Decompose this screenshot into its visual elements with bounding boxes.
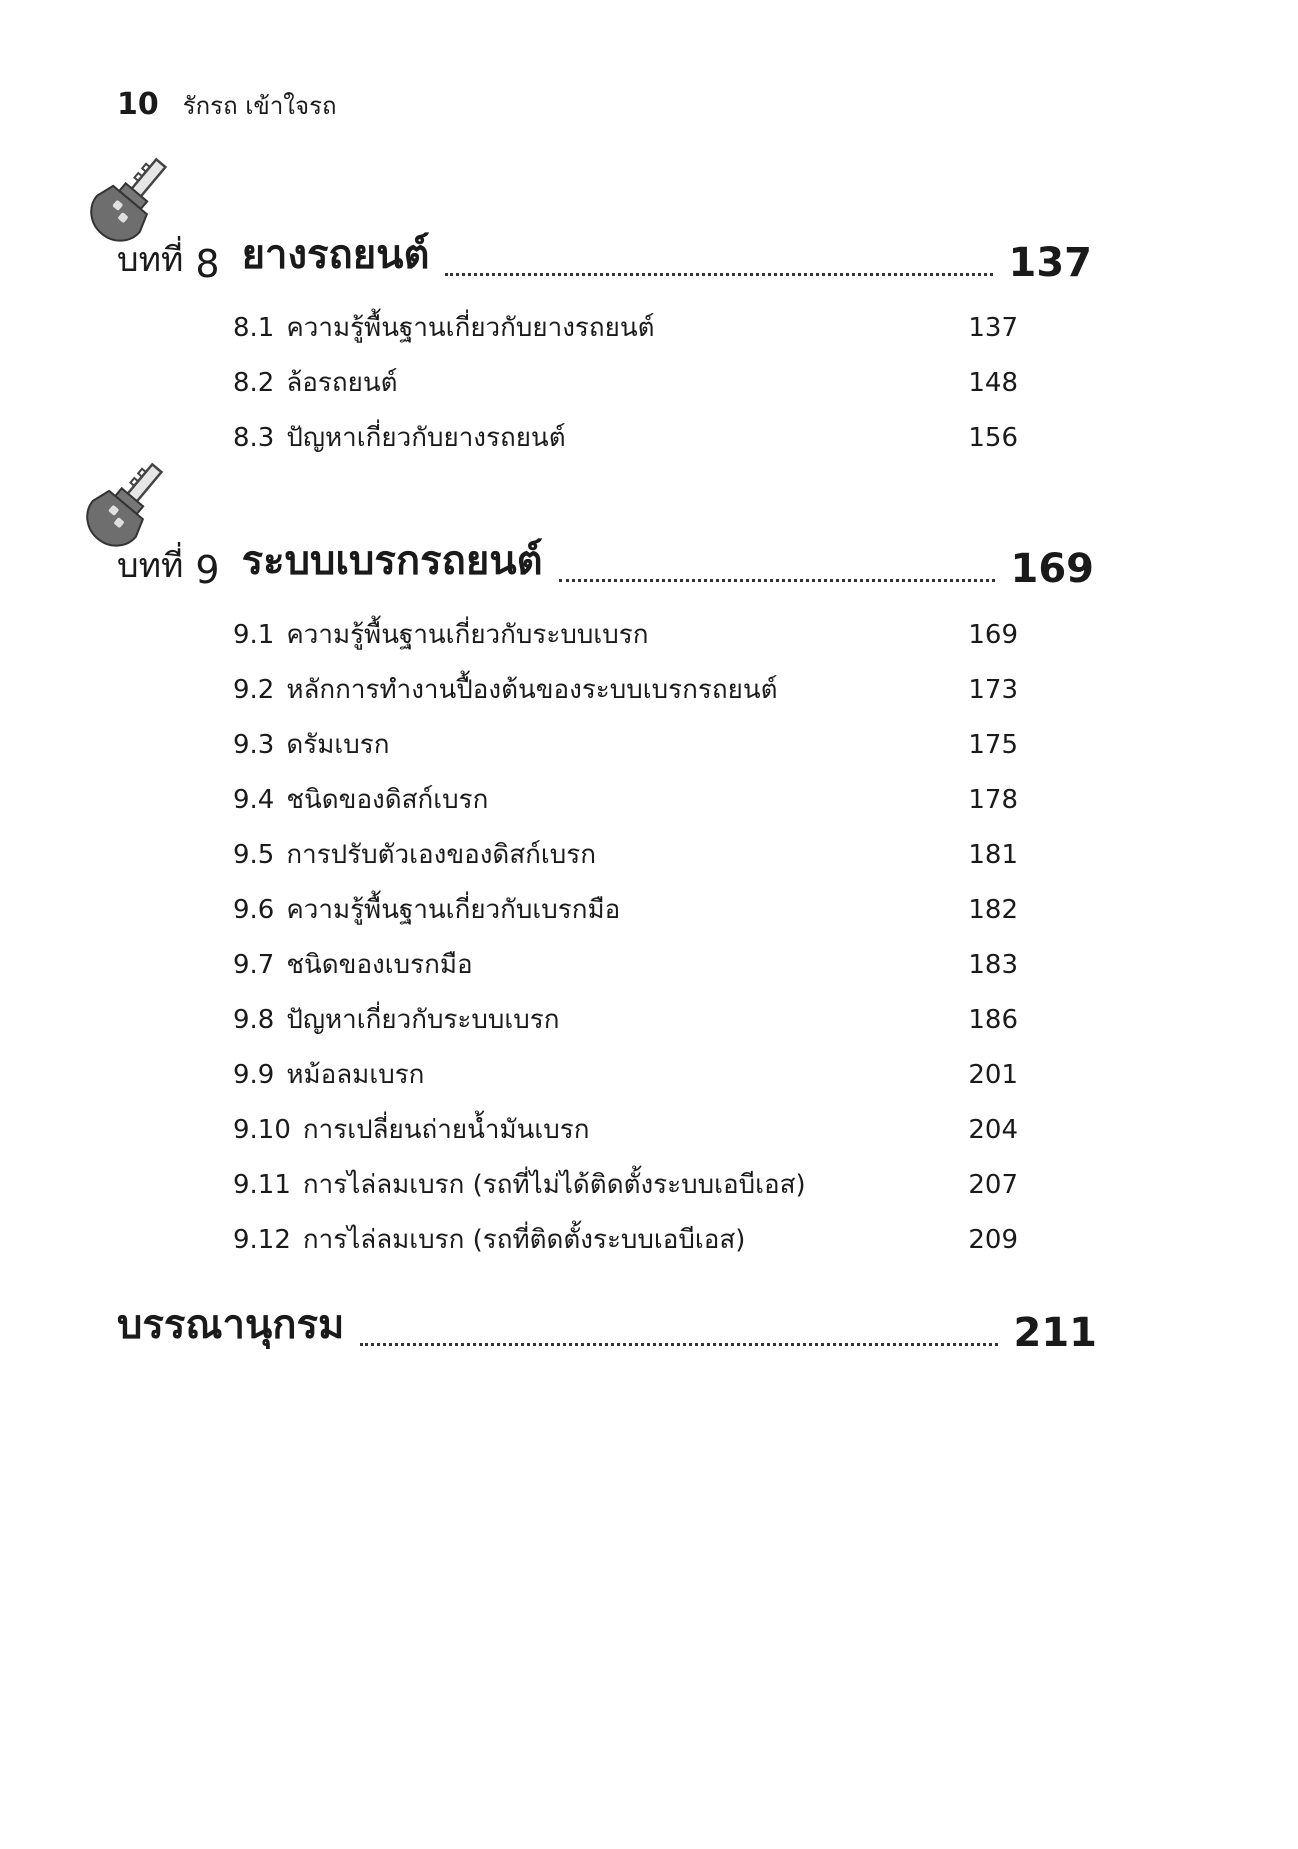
- section-title: ดรัมเบรก: [286, 730, 390, 760]
- toc-entry[interactable]: [233, 882, 1018, 937]
- section-number: 9.8: [233, 1004, 275, 1035]
- section-page: 182: [968, 894, 1018, 925]
- toc-entry[interactable]: [233, 1212, 1018, 1267]
- section-title: ชนิดของเบรกมือ: [286, 950, 473, 980]
- section-page: 201: [968, 1059, 1018, 1090]
- section-title: ความรู้พื้นฐานเกี่ยวกับยางรถยนต์: [286, 313, 655, 343]
- toc-entry[interactable]: [233, 717, 1018, 772]
- section-title: การไล่ลมเบรก (รถที่ติดตั้งระบบเอบีเอส): [302, 1225, 746, 1255]
- toc-entry[interactable]: [233, 662, 1018, 717]
- section-page: 209: [968, 1224, 1018, 1255]
- section-page: 148: [968, 367, 1018, 398]
- dot-leader: [360, 1343, 997, 1346]
- section-page: 183: [968, 949, 1018, 980]
- section-page: 156: [968, 422, 1018, 453]
- section-title: หม้อลมเบรก: [286, 1060, 425, 1090]
- section-number: 9.7: [233, 949, 275, 980]
- section-number: 9.4: [233, 784, 275, 815]
- section-title: ปัญหาเกี่ยวกับระบบเบรก: [286, 1005, 560, 1035]
- section-title: ความรู้พื้นฐานเกี่ยวกับระบบเบรก: [286, 620, 649, 650]
- section-title: การปรับตัวเองของดิสก์เบรก: [286, 840, 596, 870]
- chapter-9-heading[interactable]: [117, 536, 1094, 592]
- section-number: 8.3: [233, 422, 275, 453]
- section-title: หลักการทำงานปื้องต้นของระบบเบรกรถยนต์: [286, 675, 778, 705]
- chapter-number: 9: [195, 548, 220, 592]
- section-page: 169: [968, 619, 1018, 650]
- section-page: 175: [968, 729, 1018, 760]
- chapter-9-sections: [233, 607, 1018, 1267]
- section-number: 9.9: [233, 1059, 275, 1090]
- section-number: 9.6: [233, 894, 275, 925]
- toc-entry[interactable]: [233, 937, 1018, 992]
- chapter-number: 8: [195, 242, 220, 286]
- toc-entry[interactable]: [233, 300, 1018, 355]
- section-title: ปัญหาเกี่ยวกับยางรถยนต์: [286, 423, 566, 453]
- toc-entry[interactable]: [233, 827, 1018, 882]
- page-number: 10: [117, 87, 159, 122]
- section-page: 178: [968, 784, 1018, 815]
- chapter-label: บทที่: [117, 546, 184, 586]
- section-title: การไล่ลมเบรก (รถที่ไม่ได้ติดตั้งระบบเอบีเอส): [302, 1170, 806, 1200]
- chapter-8-sections: [233, 300, 1018, 465]
- chapter-8-heading[interactable]: [117, 230, 1092, 286]
- toc-entry[interactable]: [233, 607, 1018, 662]
- section-number: 9.3: [233, 729, 275, 760]
- bibliography-page: 211: [1013, 1310, 1097, 1356]
- section-title: ชนิดของดิสก์เบรก: [286, 785, 489, 815]
- book-title: รักรถ เข้าใจรถ: [182, 92, 337, 120]
- chapter-title: ระบบเบรกรถยนต์: [241, 538, 543, 584]
- section-page: 186: [968, 1004, 1018, 1035]
- section-number: 9.10: [233, 1114, 291, 1145]
- section-number: 9.12: [233, 1224, 291, 1255]
- toc-entry[interactable]: [233, 772, 1018, 827]
- section-number: 9.11: [233, 1169, 291, 1200]
- section-page: 207: [968, 1169, 1018, 1200]
- toc-entry[interactable]: [233, 1102, 1018, 1157]
- section-page: 204: [968, 1114, 1018, 1145]
- chapter-page: 169: [1010, 546, 1094, 592]
- running-header: [117, 86, 337, 126]
- section-number: 9.2: [233, 674, 275, 705]
- chapter-title: ยางรถยนต์: [241, 232, 430, 278]
- toc-entry[interactable]: [233, 992, 1018, 1047]
- chapter-page: 137: [1008, 240, 1092, 286]
- section-number: 9.5: [233, 839, 275, 870]
- section-title: การเปลี่ยนถ่ายน้ำมันเบรก: [302, 1115, 590, 1145]
- section-number: 8.2: [233, 367, 275, 398]
- toc-entry[interactable]: [233, 355, 1018, 410]
- toc-entry[interactable]: [233, 410, 1018, 465]
- section-number: 9.1: [233, 619, 275, 650]
- dot-leader: [559, 579, 995, 582]
- chapter-label: บทที่: [117, 240, 184, 280]
- section-title: ความรู้พื้นฐานเกี่ยวกับเบรกมือ: [286, 895, 621, 925]
- toc-entry[interactable]: [233, 1157, 1018, 1212]
- section-page: 173: [968, 674, 1018, 705]
- dot-leader: [445, 273, 992, 276]
- section-title: ล้อรถยนต์: [286, 368, 398, 398]
- section-page: 181: [968, 839, 1018, 870]
- section-number: 8.1: [233, 312, 275, 343]
- toc-entry[interactable]: [233, 1047, 1018, 1102]
- bibliography-heading[interactable]: [117, 1300, 1097, 1356]
- section-page: 137: [968, 312, 1018, 343]
- bibliography-title: บรรณานุกรม: [117, 1302, 345, 1348]
